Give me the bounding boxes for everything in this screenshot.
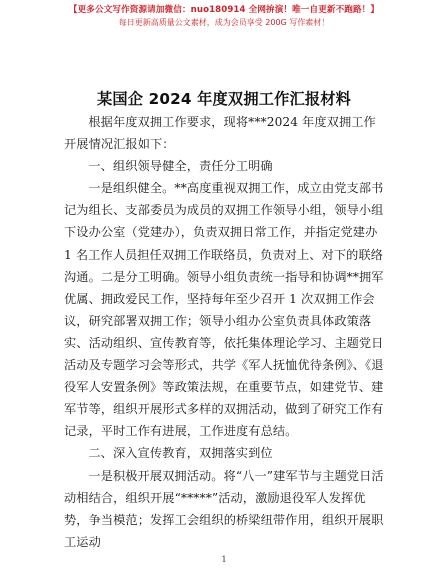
body-paragraph: 一是组织健全。**高度重视双拥工作，成立由党支部书记为组长、支部委员为成员的双拥工作领导小组，领导小组下设办公室（党建办），负责双拥日常工作，并指定党建办 1 名工作人员担任双拥工作联络员，负责对上、对下的联络沟通。二是分工明确。领导小组负责统一指导和协调**拥军优属、拥政爱民工作，坚持每年至少召开 1 次双拥工作会议，研究部署双拥工作；领导小组办公室负责具体政策落实、活动组织、宣传教育等，依托集体理论学习、主题党日活动及专题学习会等形式，共学《军人抚恤优待条例》、《退役军人安置条例》等政策法规，在重要节点，如建党节、建军节等，组织开展形式多样的双拥活动，做到了研究工作有记录，平时工作有进展，工作进度有总结。: [64, 181, 384, 439]
body-paragraph: 一是积极开展双拥活动。将“八一”建军节与主题党日活动相结合，组织开展“*****”活动，激励退役军人发挥优势，争当模范；发挥工会组织的桥梁纽带作用，组织开展职工运动: [64, 468, 384, 549]
section-heading-1: 一、组织领导健全，责任分工明确: [88, 159, 273, 174]
promo-banner-line2: 每日更新高质量公文素材，成为会员享受 200G 写作素材！: [118, 18, 330, 27]
document-title: 某国企 2024 年度双拥工作汇报材料: [96, 90, 352, 108]
promo-banner: [0, 4, 448, 29]
intro-paragraph: 根据年度双拥工作要求，现将***2024 年度双拥工作开展情况汇报如下：: [64, 115, 376, 152]
promo-banner-line1: 【更多公文写作资源请加微信：nuo180914 全网拚演！唯一自更新不跑路！】: [68, 5, 380, 15]
section-heading-2: 二、深入宣传教育，双拥落实到位: [88, 446, 273, 461]
document-body: [64, 111, 384, 553]
page-number: 1: [221, 555, 227, 564]
